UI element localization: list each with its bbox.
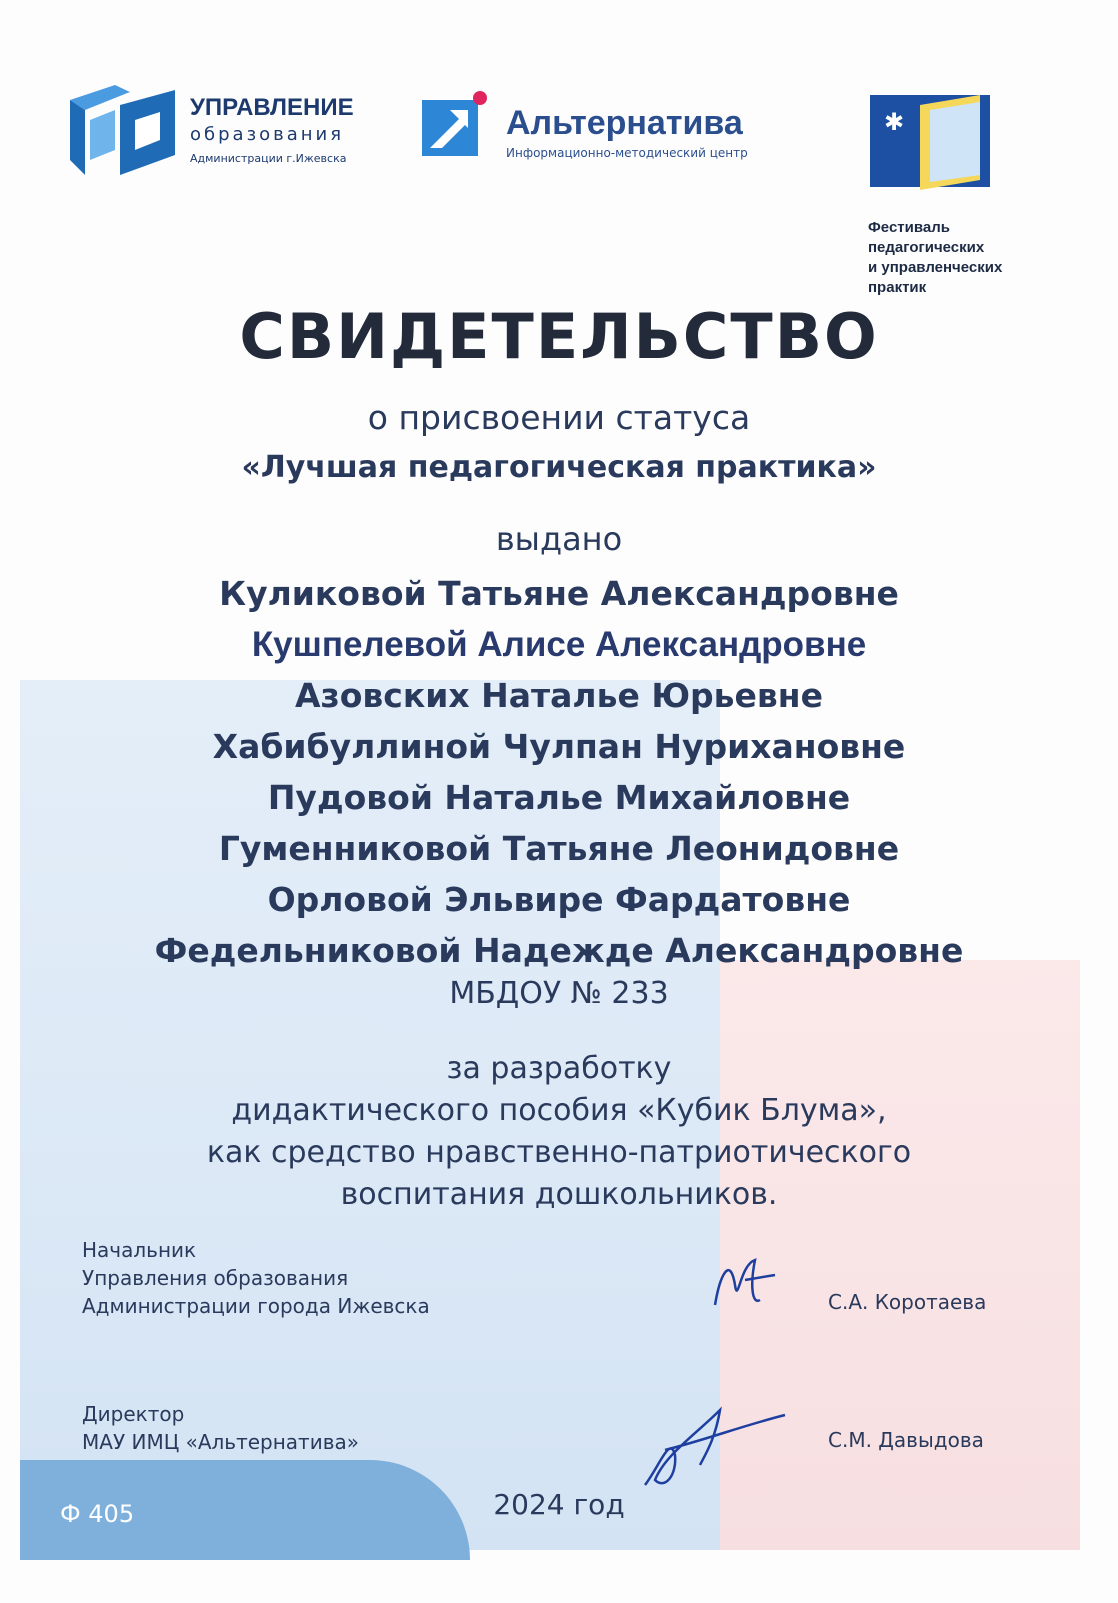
uo-logo bbox=[60, 80, 360, 190]
festival-logo bbox=[860, 90, 1060, 310]
recipient: Орловой Эльвире Фардатовне bbox=[267, 880, 851, 919]
certificate-subtitle: о присвоении статуса bbox=[367, 398, 751, 437]
reason-line: за разработку bbox=[446, 1051, 672, 1086]
reason-text bbox=[0, 1048, 1118, 1216]
recipient: Азовских Наталье Юрьевне bbox=[295, 676, 823, 715]
alternativa-logo bbox=[420, 90, 780, 170]
alternativa-title: Альтернатива bbox=[506, 104, 743, 142]
book-logo-icon bbox=[860, 90, 990, 200]
festival-line-3: и управленческих bbox=[868, 259, 1003, 276]
position-line: Управления образования bbox=[82, 1266, 349, 1290]
uo-caption: Администрации г.Ижевска bbox=[190, 152, 347, 165]
recipient: Хабибуллиной Чулпан Нурихановне bbox=[212, 727, 906, 766]
position-line: МАУ ИМЦ «Альтернатива» bbox=[82, 1430, 359, 1454]
recipient: Пудовой Наталье Михайловне bbox=[267, 778, 851, 817]
signatory-2-position bbox=[82, 1400, 359, 1456]
reason-line: дидактического пособия «Кубик Блума», bbox=[231, 1093, 887, 1128]
reason-line: воспитания дошкольников. bbox=[340, 1177, 778, 1212]
signatory-2-name: С.М. Давыдова bbox=[828, 1428, 984, 1452]
recipient: Федельниковой Надежде Александровне bbox=[154, 931, 964, 970]
position-line: Начальник bbox=[82, 1238, 197, 1262]
certificate-title: СВИДЕТЕЛЬСТВО bbox=[239, 300, 879, 373]
cube-logo-icon bbox=[60, 80, 180, 190]
signatory-1-name: С.А. Коротаева bbox=[828, 1290, 987, 1314]
festival-line-1: Фестиваль bbox=[868, 219, 950, 236]
recipients-list bbox=[0, 568, 1118, 976]
signature-1-image bbox=[700, 1245, 790, 1325]
festival-line-2: педагогических bbox=[868, 239, 985, 256]
festival-text bbox=[868, 218, 1002, 298]
uo-subtitle: образования bbox=[190, 124, 345, 145]
certificate-status: «Лучшая педагогическая практика» bbox=[241, 450, 877, 485]
organization: МБДОУ № 233 bbox=[449, 976, 669, 1011]
uo-title: УПРАВЛЕНИЕ bbox=[190, 94, 354, 121]
position-line: Администрации города Ижевска bbox=[82, 1294, 430, 1318]
reason-line: как средство нравственно-патриотического bbox=[206, 1135, 912, 1170]
recipient: Куликовой Татьяне Александровне bbox=[219, 574, 899, 613]
alternativa-caption: Информационно-методический центр bbox=[506, 146, 748, 160]
form-code: Ф 405 bbox=[60, 1500, 135, 1528]
recipient: Гуменниковой Татьяне Леонидовне bbox=[218, 829, 900, 868]
recipient: Кушпелевой Алисе Александровне bbox=[251, 625, 867, 664]
position-line: Директор bbox=[82, 1402, 185, 1426]
festival-line-4: практик bbox=[868, 279, 927, 296]
arrow-logo-icon bbox=[420, 90, 500, 160]
issued-label: выдано bbox=[495, 520, 623, 558]
signatory-1-position bbox=[82, 1236, 430, 1320]
issue-year: 2024 год bbox=[493, 1488, 625, 1521]
svg-text:✱: ✱ bbox=[884, 108, 905, 136]
